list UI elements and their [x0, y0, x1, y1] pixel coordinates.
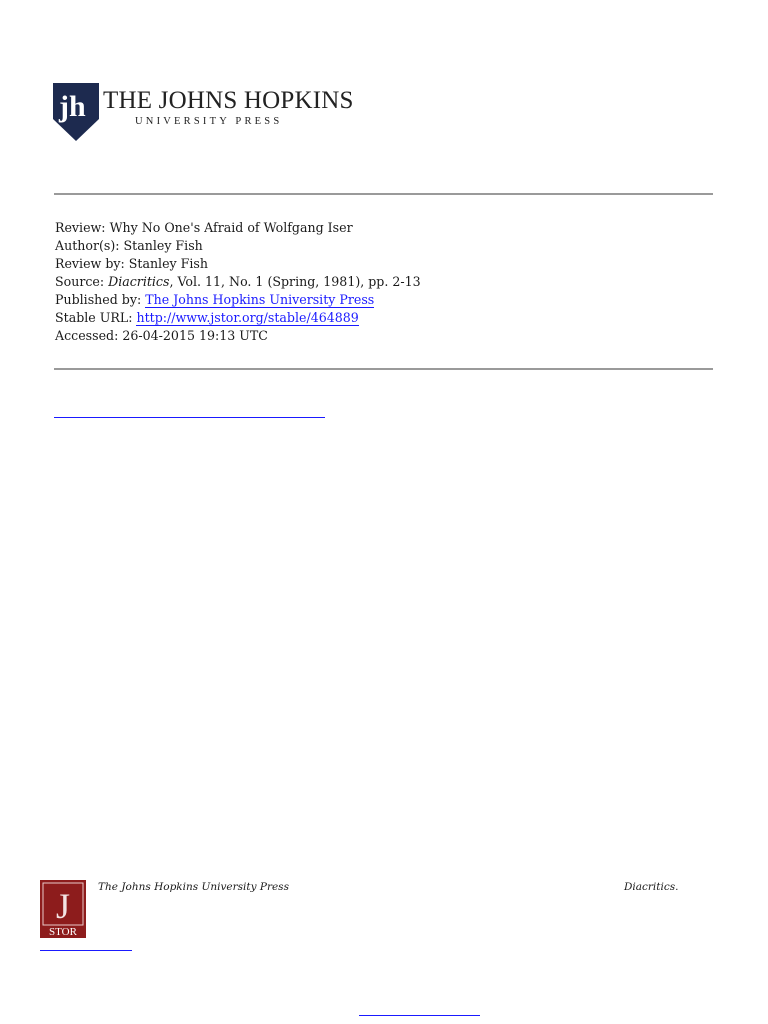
top-divider: [54, 193, 713, 195]
review-title: Why No One's Afraid of Wolfgang Iser: [109, 220, 353, 235]
footer-journal: Diacritics.: [624, 881, 679, 893]
svg-text:jh: jh: [59, 90, 86, 123]
footer-publisher: The Johns Hopkins University Press: [98, 881, 289, 893]
source-details: , Vol. 11, No. 1 (Spring, 1981), pp. 2-13: [169, 274, 421, 289]
author-name: Stanley Fish: [123, 238, 203, 253]
review-by-line: Review by: Stanley Fish: [55, 256, 208, 271]
journal-title: Diacritics: [108, 274, 170, 289]
source-line: Source: Diacritics, Vol. 11, No. 1 (Spring, 1981), pp. 2-13: [55, 274, 421, 289]
reviewer-name: Stanley Fish: [128, 256, 208, 271]
jstor-logo: [40, 880, 86, 938]
footer-link-underline[interactable]: [359, 1015, 480, 1016]
stable-url-line: Stable URL: http://www.jstor.org/stable/464889: [55, 310, 359, 325]
terms-link-underline[interactable]: [54, 417, 325, 418]
citation-block: [55, 219, 421, 345]
logo-subtitle: UNIVERSITY PRESS: [135, 116, 283, 127]
jstor-icon: [40, 880, 86, 938]
authors-line: Author(s): Stanley Fish: [55, 238, 203, 253]
publisher-link[interactable]: The Johns Hopkins University Press: [145, 292, 375, 307]
accessed-date: 26-04-2015 19:13 UTC: [122, 328, 268, 343]
svg-text:STOR: STOR: [49, 926, 77, 938]
jhu-shield-icon: [53, 83, 99, 141]
jhu-press-logo: [53, 83, 354, 141]
review-line: Review: Why No One's Afraid of Wolfgang Iser: [55, 220, 353, 235]
published-line: Published by: The Johns Hopkins University Press: [55, 292, 375, 307]
stable-url-link[interactable]: http://www.jstor.org/stable/464889: [136, 310, 359, 325]
bottom-divider: [54, 368, 713, 370]
svg-text:J: J: [55, 886, 71, 926]
logo-title: THE JOHNS HOPKINS: [103, 87, 354, 114]
jstor-link-underline[interactable]: [40, 950, 132, 951]
accessed-line: Accessed: 26-04-2015 19:13 UTC: [55, 328, 268, 343]
